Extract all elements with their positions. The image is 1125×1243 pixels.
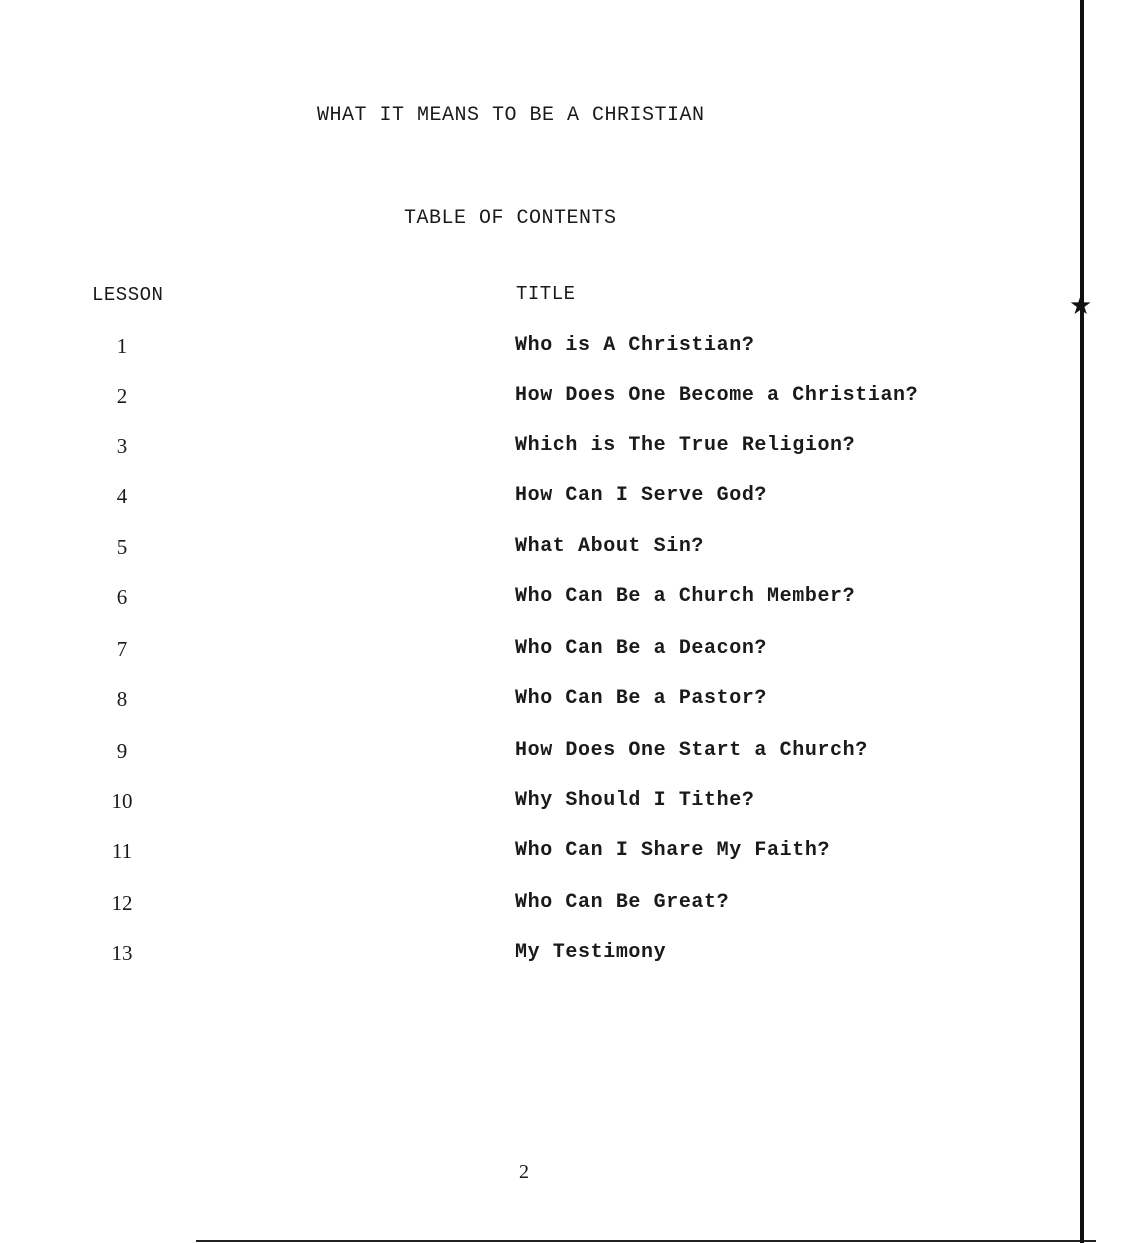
toc-row bbox=[0, 334, 1000, 364]
toc-row bbox=[0, 839, 1000, 869]
toc-row bbox=[0, 739, 1000, 769]
lesson-number: 5 bbox=[116, 535, 128, 559]
lesson-title: How Does One Become a Christian? bbox=[515, 384, 919, 407]
lesson-number: 13 bbox=[111, 941, 133, 965]
lesson-title: Who Can Be Great? bbox=[515, 891, 730, 914]
lesson-number: 1 bbox=[116, 334, 128, 358]
toc-row bbox=[0, 637, 1000, 667]
lesson-number: 8 bbox=[116, 687, 128, 711]
toc-row bbox=[0, 891, 1000, 921]
toc-heading: TABLE OF CONTENTS bbox=[404, 207, 617, 230]
lesson-number: 11 bbox=[111, 839, 133, 863]
bottom-rule bbox=[196, 1240, 1096, 1242]
toc-row bbox=[0, 535, 1000, 565]
lesson-title: Who Can I Share My Faith? bbox=[515, 839, 831, 862]
title-column-header: TITLE bbox=[516, 283, 576, 305]
lesson-title: Who Can Be a Church Member? bbox=[515, 585, 856, 608]
lesson-title: Who Can Be a Deacon? bbox=[515, 637, 768, 660]
lesson-title: How Does One Start a Church? bbox=[515, 739, 868, 762]
lesson-title: My Testimony bbox=[515, 941, 667, 964]
lesson-number: 3 bbox=[116, 434, 128, 458]
toc-row bbox=[0, 687, 1000, 717]
lesson-number: 9 bbox=[116, 739, 128, 763]
toc-row bbox=[0, 941, 1000, 971]
lesson-column-header: LESSON bbox=[92, 284, 164, 306]
lesson-number: 2 bbox=[116, 384, 128, 408]
lesson-number: 12 bbox=[111, 891, 133, 915]
document-title: WHAT IT MEANS TO BE A CHRISTIAN bbox=[317, 104, 705, 127]
toc-row bbox=[0, 434, 1000, 464]
star-icon: ★ bbox=[1069, 291, 1093, 321]
toc-row bbox=[0, 484, 1000, 514]
lesson-title: Which is The True Religion? bbox=[515, 434, 856, 457]
page-edge-line bbox=[1080, 0, 1084, 1243]
lesson-title: Who Can Be a Pastor? bbox=[515, 687, 768, 710]
lesson-number: 4 bbox=[116, 484, 128, 508]
lesson-number: 7 bbox=[116, 637, 128, 661]
page-number: 2 bbox=[519, 1161, 529, 1183]
toc-row bbox=[0, 585, 1000, 615]
lesson-title: Why Should I Tithe? bbox=[515, 789, 755, 812]
lesson-title: Who is A Christian? bbox=[515, 334, 755, 357]
lesson-title: How Can I Serve God? bbox=[515, 484, 768, 507]
lesson-number: 6 bbox=[116, 585, 128, 609]
lesson-number: 10 bbox=[111, 789, 133, 813]
lesson-title: What About Sin? bbox=[515, 535, 705, 558]
toc-row bbox=[0, 384, 1000, 414]
toc-row bbox=[0, 789, 1000, 819]
